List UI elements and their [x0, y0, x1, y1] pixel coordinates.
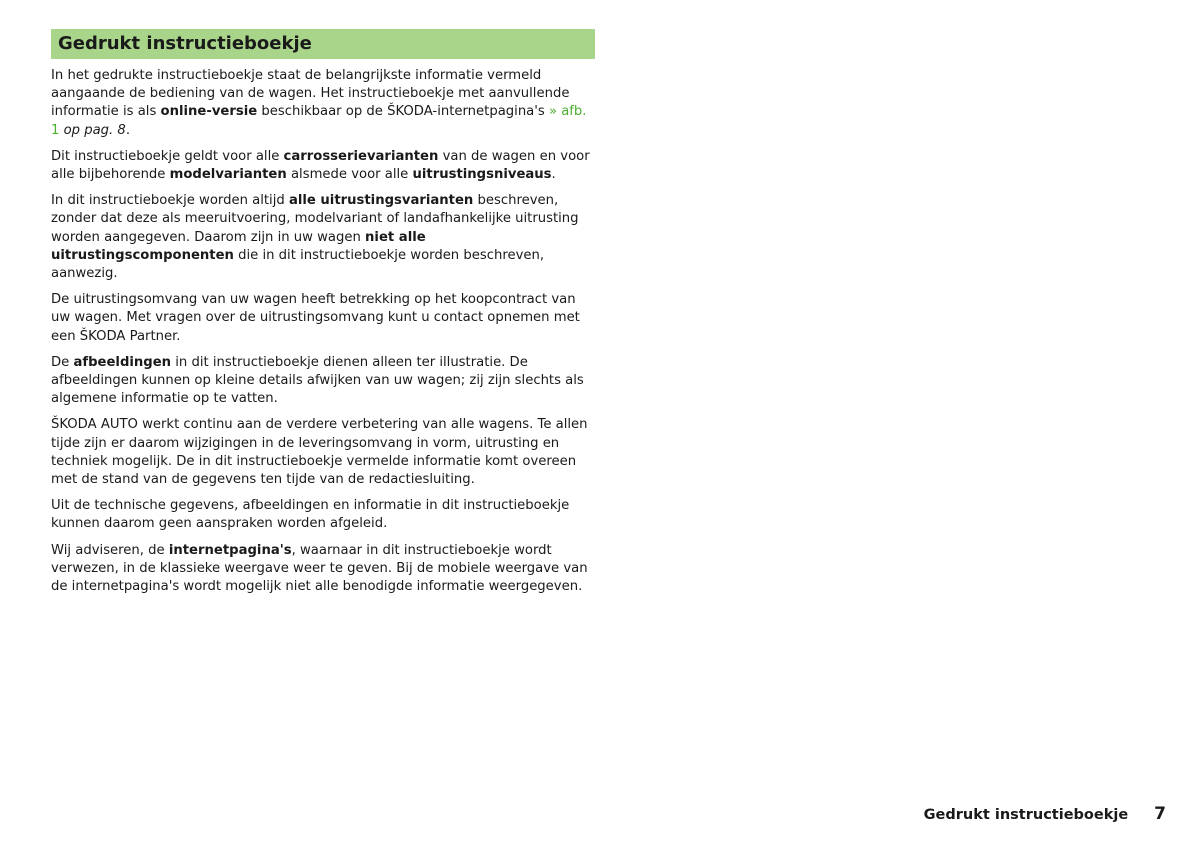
page-number: 7	[1154, 804, 1166, 824]
paragraph-equipment-variants: In dit instructieboekje worden altijd alle uitrustingsvarianten beschreven, zonder dat deze als meeruitvoering, modelvariant of landafhankelijke uitrusting worden aangegeven. Daarom zijn in uw wagen niet alle uitrustingscomponenten die in dit instructieboekje worden beschreven, aanwezig.	[51, 193, 579, 282]
bold-term-body-variants: carrosserievarianten	[283, 148, 439, 164]
paragraph-no-claims: Uit de technische gegevens, afbeeldingen en informatie in dit instructieboekje kunnen daarom geen aanspraken worden afgeleid.	[51, 498, 570, 532]
paragraph-printed-manual-info: In het gedrukte instructieboekje staat de belangrijkste informatie vermeld aangaande de bediening van de wagen. Het instructieboekje met aanvullende informatie is als online-versie beschikbaar op de ŠKODA-internetpagina's » afb. 1 op pag. 8.	[51, 68, 587, 138]
bold-term-equipment-levels: uitrustingsniveaus	[412, 167, 552, 183]
paragraph-internet-pages: Wij adviseren, de internetpagina's, waarnaar in dit instructieboekje wordt verwezen, in de klassieke weergave weer te geven. Bij de mobiele weergave van de internetpagina's wordt mogelijk niet alle benodigde informatie weergegeven.	[51, 542, 588, 595]
bold-term-online-version: online-versie	[160, 104, 258, 120]
page-footer	[924, 804, 1166, 824]
bold-term-all-equipment-variants: alle uitrustingsvarianten	[288, 193, 474, 209]
paragraph-continuous-improvement: ŠKODA AUTO werkt continu aan de verdere verbetering van alle wagens. Te allen tijde zijn er daarom wijzigingen in de leveringsomvang in vorm, uitrusting en techniek mogelijk. De in dit instructieboekje vermelde informatie komt overeen met de stand van de gegevens ten tijde van de redactiesluiting.	[51, 417, 588, 488]
paragraph-equipment-scope: De uitrustingsomvang van uw wagen heeft betrekking op het koopcontract van uw wagen. Met vragen over de uitrustingsomvang kunt u contact opnemen met een ŠKODA Partner.	[51, 292, 580, 344]
main-column	[51, 29, 595, 604]
bold-term-illustrations: afbeeldingen	[73, 354, 172, 370]
bold-term-model-variants: modelvarianten	[169, 167, 287, 183]
page-reference: op pag. 8	[59, 122, 126, 138]
bold-term-internet-pages: internetpagina's	[168, 542, 292, 558]
section-heading: Gedrukt instructieboekje	[51, 29, 595, 59]
footer-section-title: Gedrukt instructieboekje	[923, 807, 1129, 823]
paragraph-illustrations: De afbeeldingen in dit instructieboekje dienen alleen ter illustratie. De afbeeldingen kunnen op kleine details afwijken van uw wagen; zij zijn slechts als algemene informatie op te vatten.	[51, 354, 584, 407]
paragraph-validity: Dit instructieboekje geldt voor alle carrosserievarianten van de wagen en voor alle bijbehorende modelvarianten alsmede voor alle uitrustingsniveaus.	[51, 148, 590, 183]
figure-reference-link[interactable]: » afb. 1	[51, 104, 587, 138]
bold-term-not-all-components: niet alle uitrustingscomponenten	[51, 229, 426, 263]
